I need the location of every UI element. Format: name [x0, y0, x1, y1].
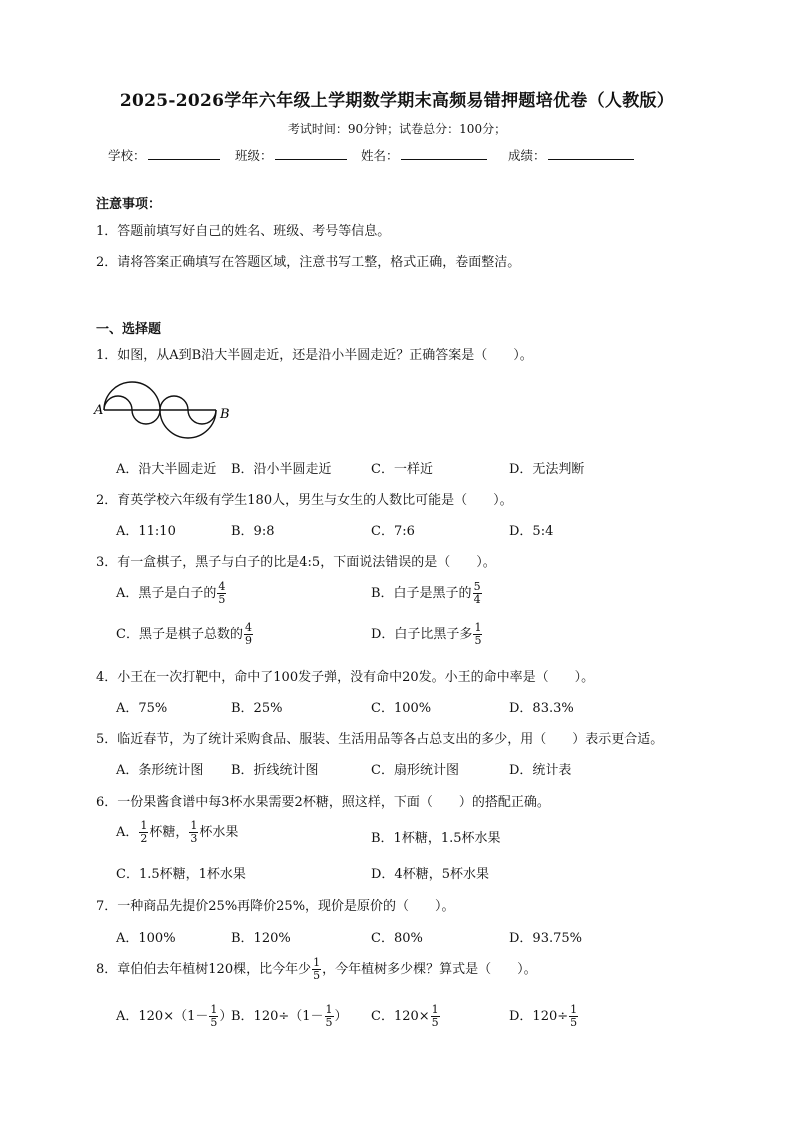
- q3-option-c: [116, 622, 254, 647]
- q3-d-fraction: [473, 622, 482, 647]
- arc-3: [104, 396, 132, 410]
- q3-b-fraction: [473, 581, 482, 606]
- q1-option-a: A．沿大半圆走近: [116, 462, 217, 477]
- q8-c-text: C．120×: [371, 1009, 430, 1024]
- school-blank: [148, 146, 220, 160]
- q8-b-close: ）: [334, 1009, 348, 1024]
- question-2: 2．育英学校六年级有学生180人，男生与女生的人数比可能是（ ）。: [96, 493, 513, 508]
- q3-b-num: 5: [473, 580, 481, 593]
- notes-heading: 注意事项：: [96, 197, 162, 212]
- class-blank: [275, 146, 347, 160]
- q3-a-fraction: [217, 581, 226, 606]
- score-blank: [548, 146, 634, 160]
- class-field: [235, 146, 347, 164]
- q6-option-c: C．1.5杯糖，1杯水果: [116, 867, 246, 882]
- q6-a-num-1: 1: [140, 819, 148, 832]
- q8-text-start: 8．章伯伯去年植树120棵，比今年少: [96, 962, 312, 977]
- q8-d-text: D．120÷: [509, 1009, 569, 1024]
- arc-6: [188, 410, 216, 424]
- label-a: A: [94, 403, 104, 418]
- q3-a-text: A．黑子是白子的: [116, 586, 217, 601]
- semicircle-diagram: [92, 378, 252, 446]
- q8-a-close: ）: [219, 1009, 233, 1024]
- q3-d-text: D．白子比黑子多: [371, 627, 473, 642]
- q6-a-den-2: 3: [190, 832, 198, 845]
- q3-option-a: [116, 581, 227, 606]
- q3-a-num: 4: [218, 580, 226, 593]
- note-2: 2．请将答案正确填写在答题区域，注意书写工整，格式正确，卷面整洁。: [96, 255, 521, 270]
- q4-option-b: B．25%: [231, 701, 283, 716]
- q8-b-num: 1: [325, 1003, 333, 1016]
- q8-c-num: 1: [431, 1003, 439, 1016]
- q6-a-prefix: A．: [116, 825, 139, 840]
- exam-subtitle: 考试时间：90分钟；试卷总分：100分；: [287, 122, 507, 136]
- q8-a-text: A．120×（1－: [116, 1009, 209, 1024]
- q3-option-d: [371, 622, 483, 647]
- q5-option-b: B．折线统计图: [231, 763, 319, 778]
- q6-a-den-1: 2: [140, 832, 148, 845]
- label-b: B: [220, 407, 230, 422]
- question-1: 1．如图，从A到B沿大半圆走近，还是沿小半圆走近？正确答案是（ ）。: [96, 348, 533, 363]
- q1-option-d: D．无法判断: [509, 462, 585, 477]
- q8-c-fraction: [431, 1004, 440, 1029]
- class-label: 班级：: [235, 148, 273, 163]
- name-blank: [401, 146, 487, 160]
- q5-option-c: C．扇形统计图: [371, 763, 459, 778]
- q3-d-den: 5: [474, 634, 482, 647]
- question-8: [96, 957, 537, 982]
- semicircle-figure: [92, 378, 252, 450]
- q6-a-fraction-2: [189, 820, 198, 845]
- question-5: 5．临近春节，为了统计采购食品、服装、生活用品等各占总支出的多少，用（ ）表示更合适。: [96, 732, 664, 747]
- q3-c-den: 9: [244, 634, 252, 647]
- q8-d-fraction: [569, 1004, 578, 1029]
- q6-a-num-2: 1: [190, 819, 198, 832]
- q7-option-a: A．100%: [116, 931, 176, 946]
- q8-b-text: B．120÷（1－: [231, 1009, 324, 1024]
- q3-b-den: 4: [473, 593, 481, 606]
- q3-b-text: B．白子是黑子的: [371, 586, 472, 601]
- q8-d-num: 1: [570, 1003, 578, 1016]
- q8-option-d: [509, 1004, 579, 1029]
- q6-option-d: D．4杯糖，5杯水果: [371, 867, 489, 882]
- q8-d-den: 5: [570, 1016, 578, 1029]
- q4-option-a: A．75%: [116, 701, 168, 716]
- q5-option-a: A．条形统计图: [116, 763, 204, 778]
- q8-b-fraction: [325, 1004, 334, 1029]
- q8-c-den: 5: [431, 1016, 439, 1029]
- section-heading: 一、选择题: [96, 322, 162, 337]
- question-4: 4．小王在一次打靶中，命中了100发子弹，没有命中20发。小王的命中率是（ ）。: [96, 670, 595, 685]
- arc-5: [160, 396, 188, 410]
- school-label: 学校：: [108, 148, 146, 163]
- q8-option-a: [116, 1004, 232, 1029]
- q7-option-c: C．80%: [371, 931, 423, 946]
- q1-option-c: C．一样近: [371, 462, 433, 477]
- question-6: 6．一份果酱食谱中每3杯水果需要2杯糖，照这样，下面（ ）的搭配正确。: [96, 795, 550, 810]
- q1-option-b: B．沿小半圆走近: [231, 462, 332, 477]
- q7-option-d: D．93.75%: [509, 931, 582, 946]
- arc-4: [132, 410, 160, 424]
- question-3: 3．有一盒棋子，黑子与白子的比是4:5，下面说法错误的是（ ）。: [96, 555, 496, 570]
- q8-fraction: [312, 957, 321, 982]
- note-1: 1．答题前填写好自己的姓名、班级、考号等信息。: [96, 224, 391, 239]
- school-field: [108, 146, 220, 164]
- q5-option-d: D．统计表: [509, 763, 572, 778]
- name-label: 姓名：: [361, 148, 399, 163]
- q2-option-c: C．7:6: [371, 524, 415, 539]
- name-field: [361, 146, 487, 164]
- q3-c-fraction: [244, 622, 253, 647]
- q3-option-b: [371, 581, 483, 606]
- q3-d-num: 1: [474, 621, 482, 634]
- q3-a-den: 5: [218, 593, 226, 606]
- q8-a-fraction: [209, 1004, 218, 1029]
- q2-option-a: A．11:10: [116, 524, 176, 539]
- q8-option-b: [231, 1004, 348, 1029]
- score-field: [508, 146, 634, 164]
- q4-option-d: D．83.3%: [509, 701, 574, 716]
- q8-text-end: ，今年植树多少棵？算式是（ ）。: [322, 962, 537, 977]
- score-label: 成绩：: [508, 148, 546, 163]
- q8-a-den: 5: [210, 1016, 218, 1029]
- q6-a-fraction-1: [139, 820, 148, 845]
- q8-b-den: 5: [325, 1016, 333, 1029]
- exam-title: 2025-2026学年六年级上学期数学期末高频易错押题培优卷（人教版）: [119, 91, 675, 111]
- q4-option-c: C．100%: [371, 701, 432, 716]
- q7-option-b: B．120%: [231, 931, 291, 946]
- q6-option-a: [116, 820, 238, 845]
- q8-den: 5: [313, 969, 321, 982]
- q8-num: 1: [313, 956, 321, 969]
- q6-a-mid: 杯糖，: [149, 825, 189, 840]
- q3-c-text: C．黑子是棋子总数的: [116, 627, 243, 642]
- q8-a-num: 1: [210, 1003, 218, 1016]
- q3-c-num: 4: [244, 621, 252, 634]
- q2-option-d: D．5:4: [509, 524, 554, 539]
- q2-option-b: B．9:8: [231, 524, 275, 539]
- question-7: 7．一种商品先提价25%再降价25%，现价是原价的（ ）。: [96, 899, 455, 914]
- q8-option-c: [371, 1004, 441, 1029]
- q6-option-b: B．1杯糖，1.5杯水果: [371, 831, 501, 846]
- q6-a-suffix: 杯水果: [199, 825, 239, 840]
